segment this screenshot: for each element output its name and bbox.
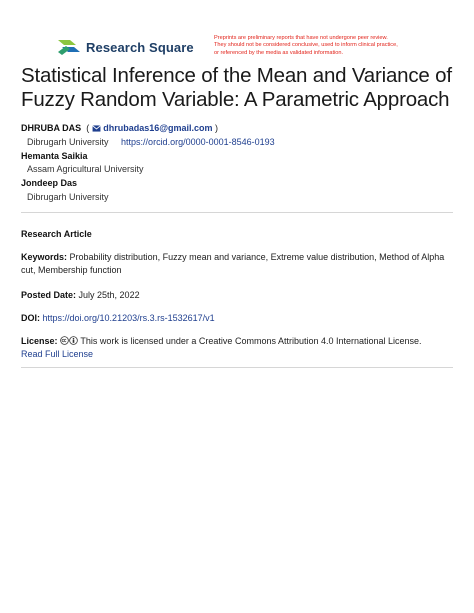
article-type: Research Article xyxy=(21,229,92,239)
preprint-notice xyxy=(214,35,444,57)
author-name: Jondeep Das xyxy=(21,178,78,189)
keywords-label: Keywords: xyxy=(21,252,68,262)
doi-label: DOI: xyxy=(21,313,40,323)
posted-date-value: July 25th, 2022 xyxy=(78,290,140,300)
author-affiliation: Dibrugarh University xyxy=(27,191,109,202)
keywords-row xyxy=(21,251,455,277)
read-full-license-link[interactable]: Read Full License xyxy=(21,349,94,359)
envelope-icon xyxy=(92,125,101,132)
author-entry xyxy=(21,122,461,136)
license-text: This work is licensed under a Creative Commons Attribution 4.0 International License. xyxy=(80,336,422,346)
orcid-link[interactable]: https://orcid.org/0000-0001-8546-0193 xyxy=(121,136,275,147)
author-email-link[interactable]: dhrubadas16@gmail.com xyxy=(103,123,213,133)
author-affiliation: Assam Agricultural University xyxy=(27,164,144,175)
author-name: DHRUBA DAS xyxy=(21,123,82,133)
doi-link[interactable]: https://doi.org/10.21203/rs.3.rs-1532617/v1 xyxy=(42,313,215,323)
cc-icon xyxy=(60,336,69,345)
divider xyxy=(21,367,453,368)
notice-line: Preprints are preliminary reports that have not undergone peer review. xyxy=(214,35,388,41)
author-affiliation: Dibrugarh University xyxy=(27,136,109,147)
title-line: Fuzzy Random Variable: A Parametric Approach xyxy=(21,88,450,111)
keywords-text: Probability distribution, Fuzzy mean and variance, Extreme value distribution, Method of Alpha xyxy=(69,252,445,262)
doi-row xyxy=(21,312,455,325)
header xyxy=(56,36,434,60)
by-attribution-icon xyxy=(69,336,78,345)
research-square-logo-icon xyxy=(56,36,82,58)
author-name: Hemanta Saikia xyxy=(21,150,88,161)
email-paren-close: ) xyxy=(215,123,219,133)
brand-name: Research Square xyxy=(86,39,194,55)
research-square-logo[interactable] xyxy=(56,36,194,58)
title-line: Statistical Inference of the Mean and Variance of xyxy=(21,64,452,87)
author-list xyxy=(21,122,461,205)
posted-date-label: Posted Date: xyxy=(21,290,77,300)
keywords-text-continued: cut, Membership function xyxy=(21,265,122,275)
author-affiliation-row xyxy=(21,136,461,150)
notice-line: or referenced by the media as validated information. xyxy=(214,49,344,56)
posted-date-row xyxy=(21,289,455,302)
license-row xyxy=(21,335,455,361)
license-label: License: xyxy=(21,336,58,346)
divider xyxy=(21,212,453,213)
article-type-row xyxy=(21,228,455,241)
paper-title xyxy=(21,64,461,112)
email-paren-open: ( xyxy=(86,123,90,133)
notice-line: They should not be considered conclusive, used to inform clinical practice, xyxy=(214,42,398,49)
